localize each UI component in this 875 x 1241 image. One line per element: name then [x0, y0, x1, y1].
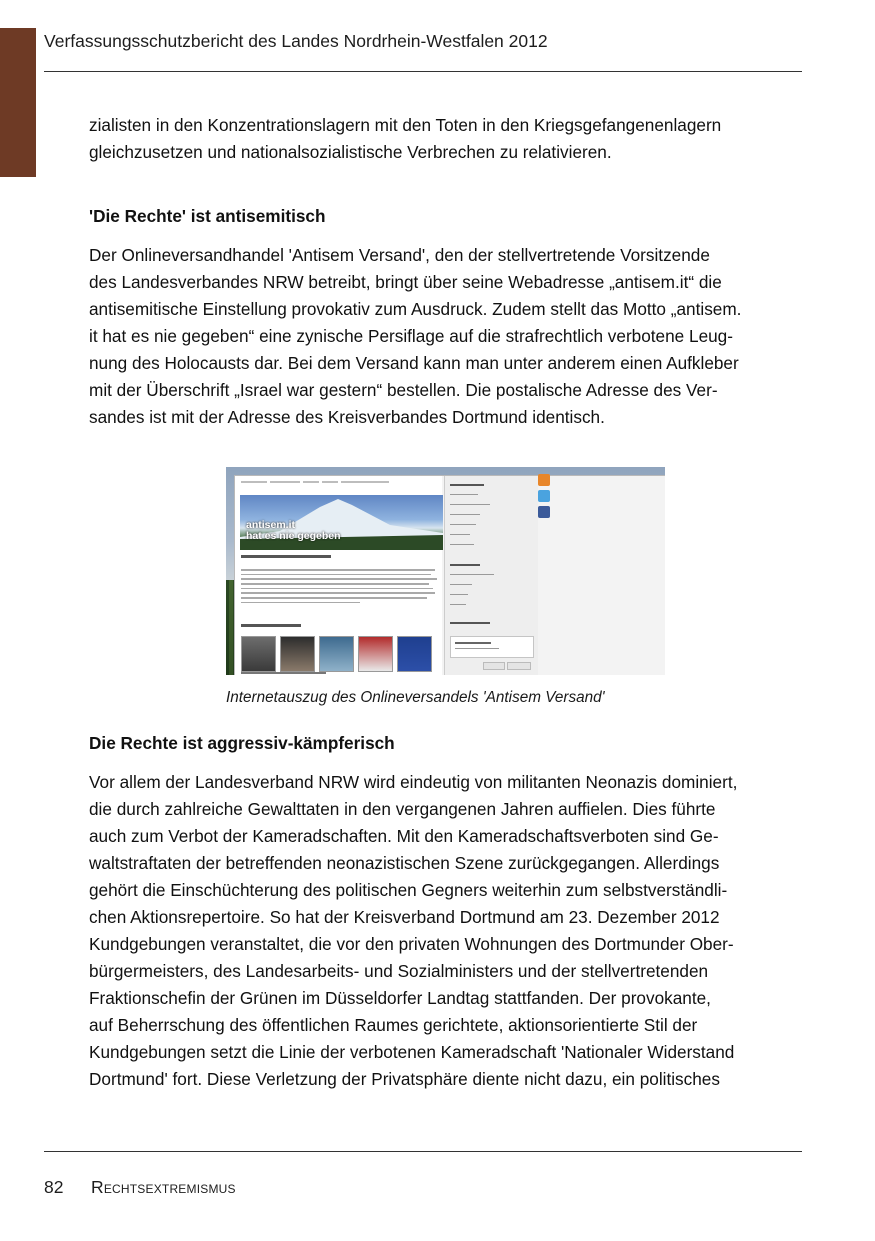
sidebar-heading-bar [450, 484, 484, 486]
text-line: chen Aktionsrepertoire. So hat der Kreisverband Dortmund am 23. Dezember 2012 [89, 907, 720, 927]
sidebar-link-bar [450, 544, 474, 545]
text-line: Vor allem der Landesverband NRW wird eindeutig von militanten Neonazis dominiert, [89, 772, 738, 792]
sidebar-link-bar [450, 504, 490, 505]
intro-paragraph [89, 112, 804, 166]
banner-line-2: hat es nie gegeben [246, 530, 341, 542]
sidebar-link-bar [450, 494, 478, 495]
sidebar-heading-bar [450, 622, 490, 624]
text-line: Dortmund' fort. Diese Verletzung der Privatsphäre diente nicht dazu, ein politisches [89, 1069, 720, 1089]
website-tab [241, 481, 267, 483]
running-header-title: Verfassungsschutzbericht des Landes Nordrhein-Westfalen 2012 [44, 31, 548, 51]
website-tab [322, 481, 338, 483]
website-sidebar [444, 476, 538, 675]
header-divider [44, 71, 802, 72]
website-nav-tabs [241, 481, 389, 483]
running-footer-section: Rechtsextremismus [91, 1177, 236, 1197]
sidebar-link-bar [450, 604, 466, 605]
text-line: zialisten in den Konzentrationslagern mit den Toten in den Kriegsgefangenenlagern [89, 115, 722, 135]
sidebar-link-bar [450, 594, 468, 595]
website-page [234, 475, 665, 675]
product-thumbnail [358, 636, 393, 672]
text-line: Fraktionschefin der Grünen im Düsseldorfer Landtag stattfanden. Der provokante, [89, 988, 711, 1008]
page-number: 82 [44, 1177, 64, 1197]
sidebar-cart-box [450, 636, 534, 658]
text-line: auf Beherrschung des öffentlichen Raumes gerichtete, aktionsorientierte Stil der [89, 1015, 698, 1035]
website-screenshot-figure [226, 467, 665, 675]
website-main-column [235, 476, 442, 675]
text-line: nung des Holocausts dar. Bei dem Versand kann man unter anderem einen Aufkleber [89, 353, 739, 373]
text-line: des Landesverbandes NRW betreibt, bringt über seine Webadresse „antisem.it“ die [89, 272, 722, 292]
website-heading-bar [241, 555, 331, 558]
website-news-heading-bar [241, 672, 326, 674]
website-tab [341, 481, 389, 483]
social-icons [538, 474, 550, 522]
website-text-lines [241, 569, 439, 607]
section2-paragraph [89, 769, 804, 1093]
text-line: antisemitische Einstellung provokativ zum Ausdruck. Zudem stellt das Motto „antisem. [89, 299, 742, 319]
text-line: die durch zahlreiche Gewalttaten in den vergangenen Jahren auffielen. Dies führte [89, 799, 716, 819]
sidebar-heading-bar [450, 564, 480, 566]
footer-divider [44, 1151, 802, 1152]
text-line: it hat es nie gegeben“ eine zynische Persiflage auf die strafrechtlich verbotene Leug- [89, 326, 733, 346]
sidebar-link-bar [450, 514, 480, 515]
banner-slogan [246, 520, 341, 542]
text-line: waltstraftaten der betreffenden neonazistischen Szene zurückgegangen. Allerdings [89, 853, 720, 873]
sidebar-link-bar [450, 534, 470, 535]
figure-caption: Internetauszug des Onlineversandels 'Antisem Versand' [226, 689, 605, 706]
text-line: bürgermeisters, des Landesarbeits- und Sozialministers und der stellvertretenden [89, 961, 709, 981]
facebook-icon [538, 506, 550, 518]
banner-line-1: antisem.it [246, 519, 296, 531]
text-line: gleichzusetzen und nationalsozialistische Verbrechen zu relativieren. [89, 142, 612, 162]
section-heading-aggressive: Die Rechte ist aggressiv-kämpferisch [89, 733, 395, 753]
website-tab [270, 481, 300, 483]
website-tab [303, 481, 319, 483]
product-thumbnail [397, 636, 432, 672]
product-thumbnail [319, 636, 354, 672]
text-line: gehört die Einschüchterung des politischen Gegners weiterhin zum selbstverständli- [89, 880, 728, 900]
section1-paragraph [89, 242, 804, 431]
sidebar-button [483, 662, 505, 670]
sidebar-link-bar [450, 524, 476, 525]
website-product-thumbnails [241, 636, 432, 672]
website-products-heading-bar [241, 624, 301, 627]
sidebar-button [507, 662, 531, 670]
text-line: auch zum Verbot der Kameradschaften. Mit den Kameradschaftsverboten sind Ge- [89, 826, 719, 846]
text-line: mit der Überschrift „Israel war gestern“ bestellen. Die postalische Adresse des Ver- [89, 380, 718, 400]
section-heading-antisemitic: 'Die Rechte' ist antisemitisch [89, 206, 326, 226]
text-line: Der Onlineversandhandel 'Antisem Versand', den der stellvertretende Vorsitzende [89, 245, 710, 265]
text-line: Kundgebungen setzt die Linie der verbotenen Kameradschaft 'Nationaler Widerstand [89, 1042, 735, 1062]
website-banner [240, 495, 443, 550]
text-line: sandes ist mit der Adresse des Kreisverbandes Dortmund identisch. [89, 407, 605, 427]
sidebar-link-bar [450, 584, 472, 585]
rss-icon [538, 474, 550, 486]
product-thumbnail [280, 636, 315, 672]
twitter-icon [538, 490, 550, 502]
chapter-color-tab [0, 28, 36, 177]
product-thumbnail [241, 636, 276, 672]
text-line: Kundgebungen veranstaltet, die vor den privaten Wohnungen des Dortmunder Ober- [89, 934, 734, 954]
sidebar-link-bar [450, 574, 494, 575]
